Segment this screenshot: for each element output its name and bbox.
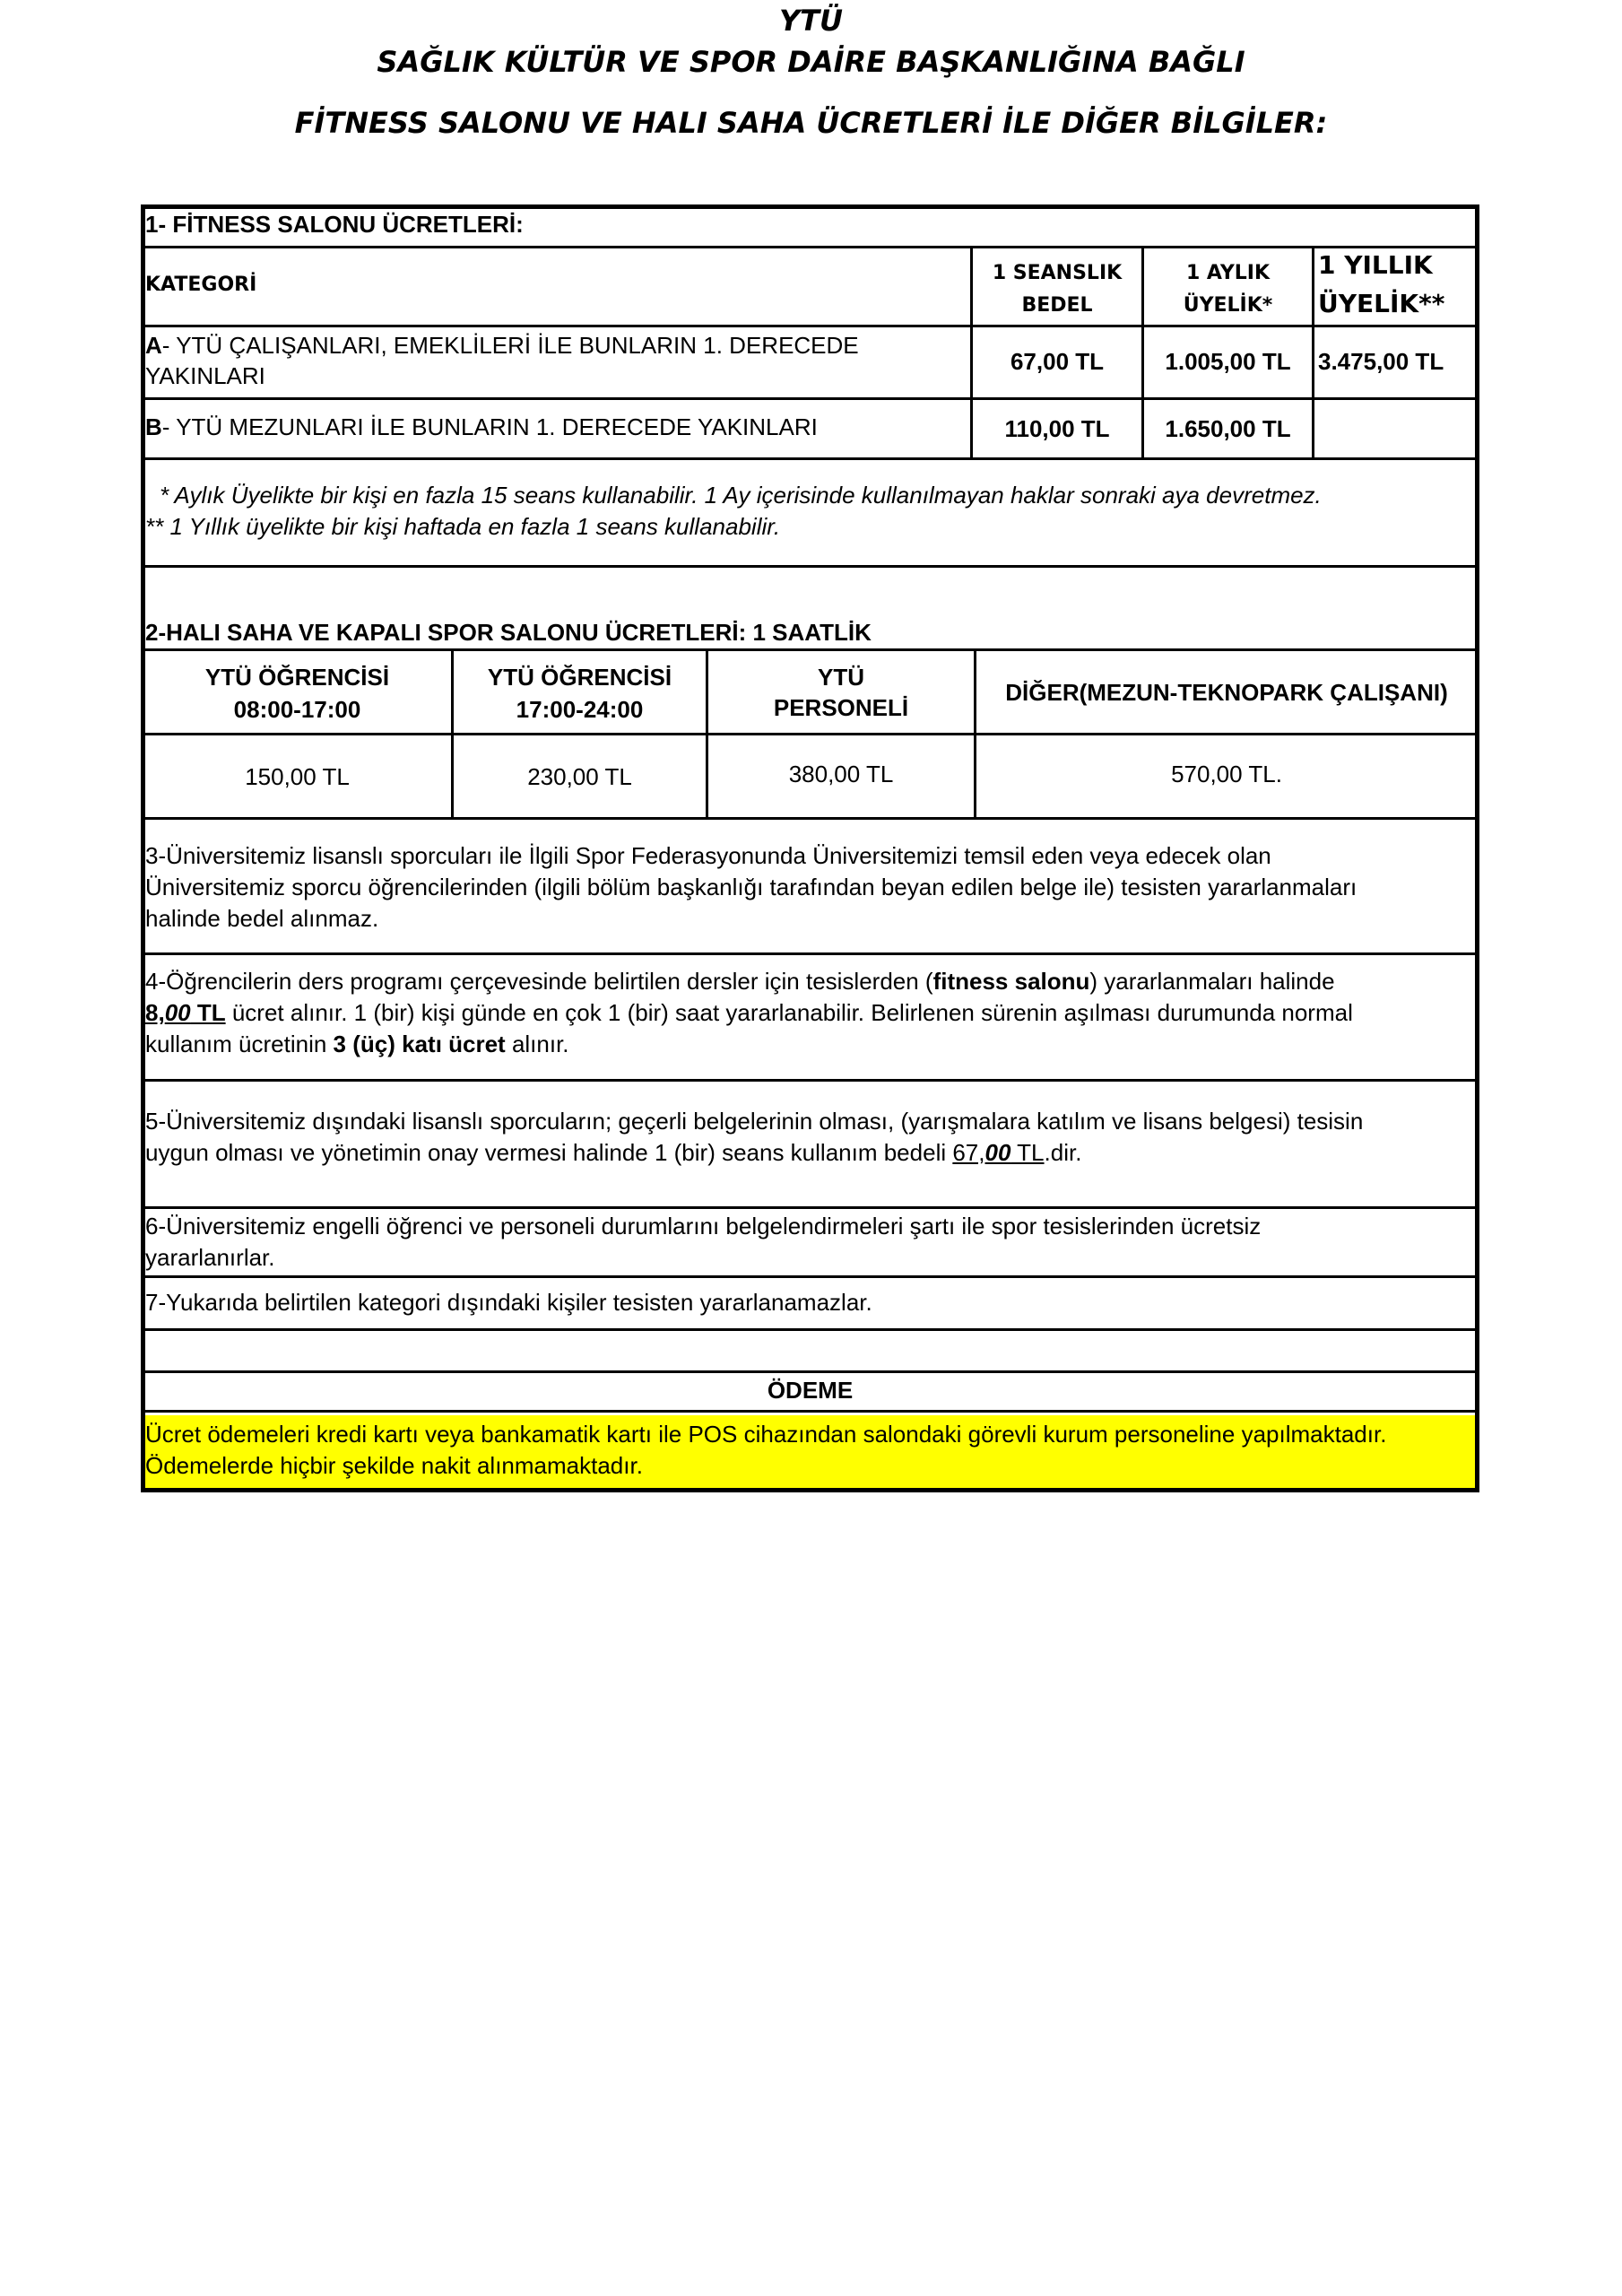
row-a-year-price: 3.475,00 TL (1318, 348, 1444, 375)
item6-line1: 6-Üniversitemiz engelli öğrenci ve personeli durumlarını belgelendirmeleri şartı ile spor tesislerinden ücretsiz (145, 1213, 1262, 1239)
item5-price-a: 67, (952, 1139, 985, 1166)
row-b-category (145, 412, 818, 442)
col-header-month-l1: 1 AYLIK (1185, 262, 1271, 284)
row-a-prefix: A (145, 332, 162, 359)
halisaha-col4-label: DİĞER(MEZUN-TEKNOPARK ÇALIŞANI) (1005, 679, 1448, 706)
row-a-session-price: 67,00 TL (1010, 348, 1105, 375)
col-header-year-l1: 1 YILLIK (1318, 250, 1433, 280)
row-divider (141, 565, 1479, 568)
item5-price (952, 1139, 1044, 1166)
row-divider (141, 1410, 1479, 1413)
row-divider (141, 817, 1479, 820)
halisaha-col3-l2: PERSONELİ (773, 694, 909, 721)
row-b-session-price: 110,00 TL (1004, 415, 1110, 442)
note-monthly: * Aylık Üyelikte bir kişi en fazla 15 seans kullanabilir. 1 Ay içerisinde kullanılmayan haklar sonraki aya devretmez. (160, 482, 1322, 509)
item4-price-b: 00 (164, 999, 191, 1026)
item3-line1: 3-Üniversitemiz lisanslı sporcuları ile İlgili Spor Federasyonunda Üniversitemizi temsil eden veya edecek olan (145, 842, 1271, 869)
halisaha-col3-l1: YTÜ (818, 664, 864, 691)
row-divider (141, 648, 1479, 651)
item5-text-a: uygun olması ve yönetimin onay vermesi halinde 1 (bir) seans kullanım bedeli (145, 1139, 953, 1166)
item4-price-a: 8, (145, 999, 165, 1026)
col-header-session-l2: BEDEL (1021, 294, 1093, 317)
col-header-session-l1: 1 SEANSLIK (992, 262, 1123, 284)
row-divider (141, 1079, 1479, 1082)
halisaha-col2-l2: 17:00-24:00 (516, 696, 644, 723)
item5-line2 (145, 1137, 1081, 1168)
item4-text-c: ücret alınır. 1 (bir) kişi günde en çok 1 (bir) saat yararlanabilir. Belirlenen sürenin aşılması durumunda normal (225, 999, 1353, 1026)
item3-line2: Üniversitemiz sporcu öğrencilerinden (ilgili bölüm başkanlığı tarafından beyan edilen belge ile) tesisten yararlanmaları (145, 874, 1357, 900)
row-a-month-price: 1.005,00 TL (1165, 348, 1291, 375)
item4-line2 (145, 997, 1353, 1028)
item5-price-c: TL (1010, 1139, 1045, 1166)
col-header-category: KATEGORİ (145, 274, 257, 296)
halisaha-col1-l2: 08:00-17:00 (233, 696, 361, 723)
item4-line1 (145, 966, 1335, 996)
item4-price-c: TL (190, 999, 226, 1026)
payment-title: ÖDEME (767, 1377, 854, 1404)
halisaha-price-student-night: 230,00 TL (527, 763, 632, 790)
item3-line3: halinde bedel alınmaz. (145, 905, 379, 932)
item4-line3 (145, 1029, 569, 1059)
page-title: FİTNESS SALONU VE HALI SAHA ÜCRETLERİ İLE DİĞER BİLGİLER: (294, 106, 1328, 140)
row-divider (141, 1370, 1479, 1373)
col-divider (1312, 246, 1314, 460)
item4-text-a: 4-Öğrencilerin ders programı çerçevesinde belirtilen dersler için tesislerden ( (145, 968, 933, 995)
halisaha-price-staff: 380,00 TL (788, 761, 894, 787)
col-divider (974, 648, 976, 820)
row-divider (141, 246, 1479, 248)
item5-line1: 5-Üniversitemiz dışındaki lisanslı sporcuların; geçerli belgelerinin olması, (yarışmalara katılım ve lisans belgesi) tesisin (145, 1108, 1364, 1135)
row-b-text-l1: - YTÜ MEZUNLARI İLE BUNLARIN 1. DERECEDE YAKINLARI (161, 413, 818, 440)
halisaha-section-title: 2-HALI SAHA VE KAPALI SPOR SALONU ÜCRETLERİ: 1 SAATLİK (145, 619, 872, 646)
row-a-text-l2: YAKINLARI (145, 362, 265, 389)
row-divider (141, 1328, 1479, 1331)
fitness-section-title: 1- FİTNESS SALONU ÜCRETLERİ: (145, 211, 524, 238)
halisaha-price-other: 570,00 TL. (1171, 761, 1282, 787)
row-divider (141, 1275, 1479, 1278)
header-ytu: YTÜ (779, 4, 843, 38)
row-divider (141, 457, 1479, 460)
item4-text-e: alınır. (505, 1031, 569, 1057)
row-b-prefix: B (145, 413, 162, 440)
row-divider (141, 397, 1479, 400)
item5-text-b: .dir. (1044, 1139, 1082, 1166)
payment-line1: Ücret ödemeleri kredi kartı veya bankamatik kartı ile POS cihazından salondaki görevli kurum personeline yapılmaktadır. (145, 1421, 1387, 1448)
row-divider (141, 733, 1479, 735)
item4-text-d: kullanım ücretinin (145, 1031, 334, 1057)
payment-line2: Ödemelerde hiçbir şekilde nakit alınmamaktadır. (145, 1452, 643, 1479)
row-divider (141, 1206, 1479, 1209)
item5-price-b: 00 (984, 1139, 1011, 1166)
row-a-category (145, 330, 859, 361)
halisaha-price-student-day: 150,00 TL (245, 763, 350, 790)
item4-text-b: ) yararlanmaları halinde (1089, 968, 1335, 995)
halisaha-col1-l1: YTÜ ÖĞRENCİSİ (204, 664, 390, 691)
item4-bold-fitness: fitness salonu (932, 968, 1090, 995)
row-divider (141, 952, 1479, 955)
note-yearly: ** 1 Yıllık üyelikte bir kişi haftada en fazla 1 seans kullanabilir. (145, 513, 781, 540)
item6-line2: yararlanırlar. (145, 1244, 275, 1271)
item4-price (145, 999, 226, 1026)
row-divider (141, 325, 1479, 327)
halisaha-col2-l1: YTÜ ÖĞRENCİSİ (487, 664, 672, 691)
col-header-year-l2: ÜYELİK** (1318, 289, 1445, 318)
item7-line: 7-Yukarıda belirtilen kategori dışındaki kişiler tesisten yararlanamazlar. (145, 1289, 872, 1316)
item4-bold-triple: 3 (üç) katı ücret (333, 1031, 506, 1057)
col-header-month-l2: ÜYELİK* (1183, 294, 1273, 317)
row-b-month-price: 1.650,00 TL (1165, 415, 1291, 442)
row-a-text-l1: - YTÜ ÇALIŞANLARI, EMEKLİLERİ İLE BUNLARIN 1. DERECEDE (161, 332, 859, 359)
header-department: SAĞLIK KÜLTÜR VE SPOR DAİRE BAŞKANLIĞINA BAĞLI (377, 45, 1245, 79)
